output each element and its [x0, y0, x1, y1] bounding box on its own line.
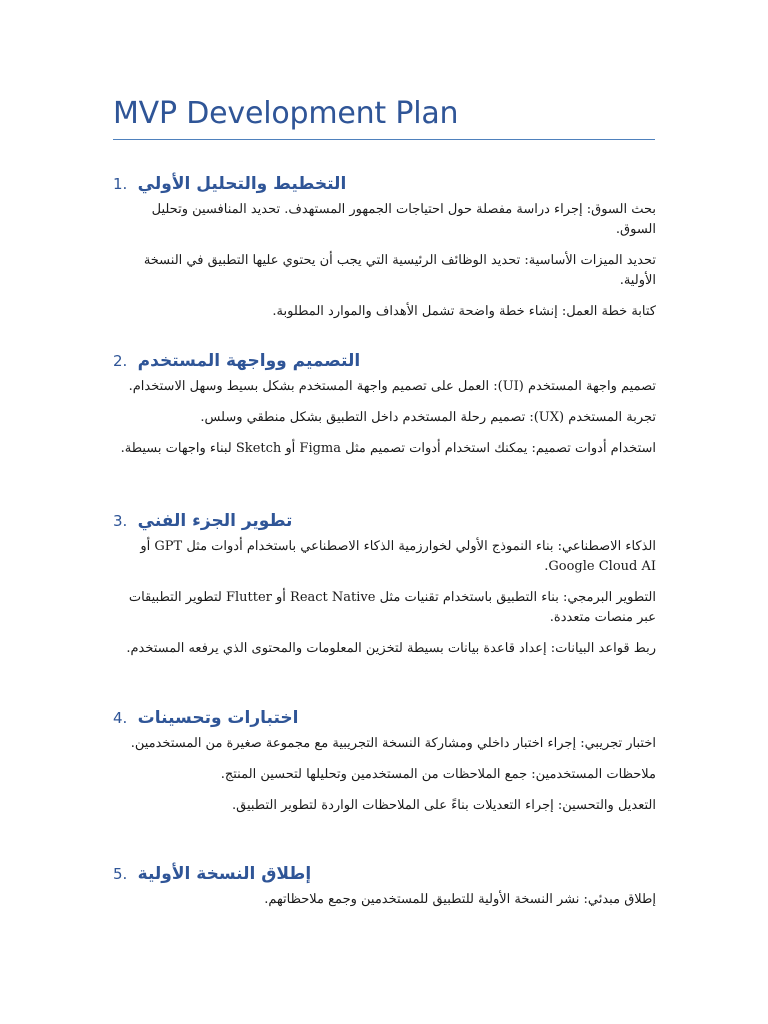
section-title: تطوير الجزء الفني [137, 511, 293, 531]
section-number: 1. [113, 175, 128, 193]
section-heading [113, 702, 656, 728]
section-title: اختبارات وتحسينات [137, 708, 299, 728]
section-planning-analysis [113, 168, 656, 333]
list-item: تصميم واجهة المستخدم (UI): العمل على تصميم واجهة المستخدم بشكل بسيط وسهل الاستخدام. [128, 379, 656, 394]
list-item: التطوير البرمجي: بناء التطبيق باستخدام تقنيات مثل React Native أو Flutter لتطوير التطبيقات عبر منصات متعددة. [128, 590, 656, 625]
section-title: التخطيط والتحليل الأولي [137, 174, 347, 194]
list-item: كتابة خطة العمل: إنشاء خطة واضحة تشمل الأهداف والموارد المطلوبة. [272, 304, 656, 319]
section-heading [113, 168, 656, 194]
section-heading [113, 345, 656, 371]
section-design-ui [113, 345, 656, 470]
list-item: الذكاء الاصطناعي: بناء النموذج الأولي لخوارزمية الذكاء الاصطناعي باستخدام أدوات مثل GPT أو Google Cloud AI. [140, 539, 656, 574]
section-technical-development [113, 505, 656, 670]
section-heading [113, 858, 656, 884]
section-title: التصميم وواجهة المستخدم [137, 351, 361, 371]
list-item: بحث السوق: إجراء دراسة مفصلة حول احتياجات الجمهور المستهدف. تحديد المنافسين وتحليل السوق. [151, 202, 656, 237]
list-item: تجربة المستخدم (UX): تصميم رحلة المستخدم داخل التطبيق بشكل منطقي وسلس. [200, 410, 656, 425]
section-number: 2. [113, 352, 128, 370]
section-title: إطلاق النسخة الأولية [137, 864, 312, 884]
list-item: استخدام أدوات تصميم: يمكنك استخدام أدوات تصميم مثل Figma أو Sketch لبناء واجهات بسيطة. [120, 441, 656, 456]
list-item: إطلاق مبدئي: نشر النسخة الأولية للتطبيق للمستخدمين وجمع ملاحظاتهم. [264, 892, 656, 907]
section-initial-release [113, 858, 656, 921]
list-item: ملاحظات المستخدمين: جمع الملاحظات من المستخدمين وتحليلها لتحسين المنتج. [220, 767, 656, 782]
list-item: ربط قواعد البيانات: إعداد قاعدة بيانات بسيطة لتخزين المعلومات والمحتوى الذي يرفعه المستخدم. [126, 641, 656, 656]
list-item: تحديد الميزات الأساسية: تحديد الوظائف الرئيسية التي يجب أن يحتوي عليها التطبيق في النسخة الأولية. [143, 253, 656, 288]
section-heading [113, 505, 656, 531]
section-number: 5. [113, 865, 128, 883]
section-number: 4. [113, 709, 128, 727]
list-item: التعديل والتحسين: إجراء التعديلات بناءً على الملاحظات الواردة لتطوير التطبيق. [231, 798, 656, 813]
section-number: 3. [113, 512, 128, 530]
section-testing-improvements [113, 702, 656, 827]
document-title: MVP Development Plan [113, 96, 459, 131]
list-item: اختبار تجريبي: إجراء اختبار داخلي ومشاركة النسخة التجريبية مع مجموعة صغيرة من المستخدمين. [130, 736, 656, 751]
title-divider [113, 139, 655, 140]
